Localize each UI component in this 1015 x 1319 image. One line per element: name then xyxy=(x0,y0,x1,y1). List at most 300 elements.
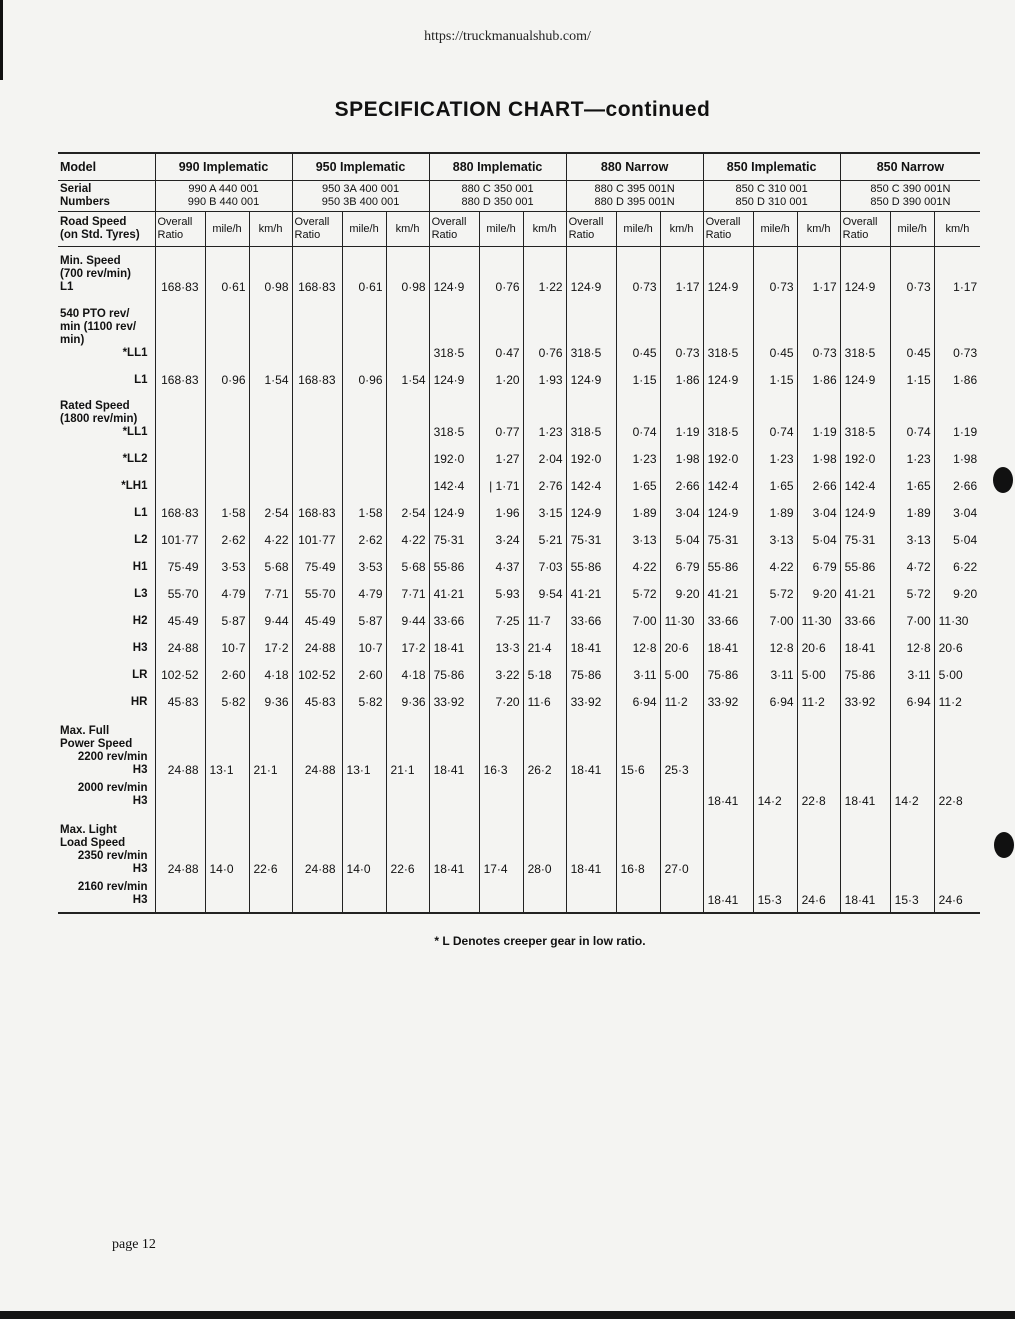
table-cell: 14·2 xyxy=(890,782,934,813)
table-row xyxy=(58,782,980,813)
table-cell xyxy=(386,444,429,471)
table-cell: 3·11 xyxy=(753,660,797,687)
table-cell: 22·6 xyxy=(249,813,292,881)
table-row xyxy=(58,525,980,552)
table-cell: 22·8 xyxy=(934,782,980,813)
table-cell: 28·0 xyxy=(523,813,566,881)
table-cell: 26·2 xyxy=(523,714,566,782)
table-cell: 0·74 xyxy=(753,392,797,444)
table-cell: 5·18 xyxy=(523,660,566,687)
table-cell: 6·94 xyxy=(753,687,797,714)
table-cell: 1·19 xyxy=(660,392,703,444)
table-cell: 75·49 xyxy=(155,552,205,579)
table-cell: 15·6 xyxy=(616,714,660,782)
table-cell: 4·79 xyxy=(205,579,249,606)
binder-hole-upper xyxy=(993,467,1013,493)
table-cell: 3·53 xyxy=(342,552,386,579)
table-cell: 1·58 xyxy=(342,498,386,525)
table-cell: 7·25 xyxy=(479,606,523,633)
table-cell: 1·23 xyxy=(523,392,566,444)
table-cell xyxy=(840,714,890,782)
table-cell: 2·66 xyxy=(797,471,840,498)
kmh-header: km/h xyxy=(934,212,980,247)
table-cell xyxy=(703,714,753,782)
table-cell: 18·41 xyxy=(840,881,890,913)
table-cell: 7·20 xyxy=(479,687,523,714)
table-cell: 124·9 xyxy=(429,247,479,299)
row-label: L1 xyxy=(134,373,148,386)
table-cell: 1·15 xyxy=(753,365,797,392)
table-cell: 124·9 xyxy=(429,498,479,525)
table-cell: 0·61 xyxy=(342,247,386,299)
table-cell: 5·87 xyxy=(205,606,249,633)
table-cell: 5·93 xyxy=(479,579,523,606)
table-cell: 5·04 xyxy=(934,525,980,552)
table-cell xyxy=(155,782,205,813)
table-cell: 14·2 xyxy=(753,782,797,813)
table-cell xyxy=(934,714,980,782)
table-cell xyxy=(249,444,292,471)
serial-850-narrow: 850 C 390 001N 850 D 390 001N xyxy=(840,181,980,212)
table-cell: 318·5 xyxy=(840,392,890,444)
table-cell: 33·92 xyxy=(703,687,753,714)
road-speed-label: Road Speed (on Std. Tyres) xyxy=(58,212,155,247)
table-cell: 142·4 xyxy=(429,471,479,498)
table-cell: 18·41 xyxy=(566,714,616,782)
table-row xyxy=(58,606,980,633)
row-label: H3 xyxy=(132,641,148,654)
table-cell: 3·13 xyxy=(616,525,660,552)
table-cell: 33·92 xyxy=(566,687,616,714)
table-cell: 55·70 xyxy=(155,579,205,606)
table-row xyxy=(58,471,980,498)
road-speed-header-row xyxy=(58,212,980,247)
table-cell xyxy=(249,881,292,913)
table-cell: 18·41 xyxy=(429,633,479,660)
table-cell: 13·1 xyxy=(205,714,249,782)
model-850-narrow: 850 Narrow xyxy=(840,153,980,181)
table-cell: 0·45 xyxy=(890,299,934,365)
table-cell: 45·49 xyxy=(155,606,205,633)
table-cell: 1·17 xyxy=(660,247,703,299)
table-cell: 1·65 xyxy=(616,471,660,498)
table-cell: 3·04 xyxy=(797,498,840,525)
table-cell: 1·23 xyxy=(890,444,934,471)
table-cell: 3·04 xyxy=(934,498,980,525)
table-cell xyxy=(205,444,249,471)
table-cell xyxy=(342,782,386,813)
table-cell: 9·44 xyxy=(386,606,429,633)
table-cell: 3·24 xyxy=(479,525,523,552)
serial-880: 880 C 350 001 880 D 350 001 xyxy=(429,181,566,212)
table-cell: 9·36 xyxy=(386,687,429,714)
page-edge-bottom xyxy=(0,1311,1015,1319)
table-cell xyxy=(386,782,429,813)
table-cell: 3·11 xyxy=(890,660,934,687)
model-header-row xyxy=(58,153,980,181)
table-cell: 7·03 xyxy=(523,552,566,579)
table-cell: 11·2 xyxy=(934,687,980,714)
table-cell: 192·0 xyxy=(429,444,479,471)
table-cell: 2·66 xyxy=(660,471,703,498)
table-cell xyxy=(797,714,840,782)
table-cell: 1·65 xyxy=(890,471,934,498)
table-cell: 1·19 xyxy=(934,392,980,444)
table-cell: 1·98 xyxy=(934,444,980,471)
row-label: L1 xyxy=(134,506,148,519)
table-cell xyxy=(386,471,429,498)
kmh-header: km/h xyxy=(386,212,429,247)
table-cell: 168·83 xyxy=(292,365,342,392)
table-cell: 41·21 xyxy=(566,579,616,606)
table-cell xyxy=(342,392,386,444)
kmh-header: km/h xyxy=(660,212,703,247)
table-row xyxy=(58,365,980,392)
table-cell xyxy=(155,392,205,444)
table-row xyxy=(58,552,980,579)
table-cell: 55·70 xyxy=(292,579,342,606)
table-cell xyxy=(205,299,249,365)
table-cell: 124·9 xyxy=(566,365,616,392)
table-cell: 4·79 xyxy=(342,579,386,606)
table-cell: 24·88 xyxy=(155,813,205,881)
table-cell: 3·53 xyxy=(205,552,249,579)
table-cell xyxy=(616,881,660,913)
table-cell: 4·18 xyxy=(386,660,429,687)
table-cell: 20·6 xyxy=(660,633,703,660)
table-cell xyxy=(292,299,342,365)
table-cell: 9·36 xyxy=(249,687,292,714)
table-cell: 5·72 xyxy=(890,579,934,606)
table-cell: 0·73 xyxy=(616,247,660,299)
table-cell: 318·5 xyxy=(566,392,616,444)
table-cell: 101·77 xyxy=(155,525,205,552)
table-cell: 0·96 xyxy=(342,365,386,392)
table-cell: 1·15 xyxy=(616,365,660,392)
table-cell xyxy=(342,299,386,365)
table-cell xyxy=(155,471,205,498)
table-cell xyxy=(292,444,342,471)
table-cell: 45·83 xyxy=(292,687,342,714)
table-cell: 21·4 xyxy=(523,633,566,660)
table-cell: 1·98 xyxy=(797,444,840,471)
kmh-header: km/h xyxy=(523,212,566,247)
table-row xyxy=(58,299,980,365)
table-cell: 75·86 xyxy=(429,660,479,687)
table-cell: 2·54 xyxy=(386,498,429,525)
table-cell: 22·8 xyxy=(797,782,840,813)
table-cell: 55·86 xyxy=(703,552,753,579)
table-cell xyxy=(249,782,292,813)
table-cell: 2·76 xyxy=(523,471,566,498)
table-cell: 75·31 xyxy=(429,525,479,552)
table-cell: 45·83 xyxy=(155,687,205,714)
table-cell: 11·30 xyxy=(797,606,840,633)
table-cell: 24·6 xyxy=(797,881,840,913)
table-cell: 11·7 xyxy=(523,606,566,633)
table-cell: 3·15 xyxy=(523,498,566,525)
table-cell: 25·3 xyxy=(660,714,703,782)
table-cell: 24·88 xyxy=(292,813,342,881)
table-cell: 41·21 xyxy=(429,579,479,606)
row-label: Min. Speed (700 rev/min) L1 xyxy=(60,254,131,293)
table-cell: 18·41 xyxy=(703,633,753,660)
table-cell: 18·41 xyxy=(566,813,616,881)
table-row xyxy=(58,881,980,913)
table-cell: 0·47 xyxy=(479,299,523,365)
table-cell: 6·79 xyxy=(797,552,840,579)
table-cell: 5·68 xyxy=(249,552,292,579)
table-cell: 0·76 xyxy=(479,247,523,299)
table-cell: 75·86 xyxy=(703,660,753,687)
table-cell: 124·9 xyxy=(840,498,890,525)
table-cell: 17·4 xyxy=(479,813,523,881)
table-cell: 13·1 xyxy=(342,714,386,782)
model-950-implematic: 950 Implematic xyxy=(292,153,429,181)
table-cell: 0·77 xyxy=(479,392,523,444)
mileh-header: mile/h xyxy=(890,212,934,247)
table-cell: 24·6 xyxy=(934,881,980,913)
table-cell: 24·88 xyxy=(155,633,205,660)
table-cell: 75·31 xyxy=(703,525,753,552)
table-cell: 5·04 xyxy=(660,525,703,552)
table-row xyxy=(58,714,980,782)
table-cell: 124·9 xyxy=(566,498,616,525)
table-cell xyxy=(479,881,523,913)
table-row xyxy=(58,813,980,881)
table-cell: 45·49 xyxy=(292,606,342,633)
table-cell: 5·82 xyxy=(342,687,386,714)
table-cell: 102·52 xyxy=(155,660,205,687)
table-cell: 17·2 xyxy=(386,633,429,660)
row-label: L3 xyxy=(134,587,148,600)
table-cell: 4·37 xyxy=(479,552,523,579)
table-cell: 33·92 xyxy=(840,687,890,714)
row-label: 2000 rev/min H3 xyxy=(77,781,148,807)
table-cell: 168·83 xyxy=(292,247,342,299)
binder-hole-lower xyxy=(994,832,1014,858)
table-cell: 6·94 xyxy=(890,687,934,714)
table-cell: 2·66 xyxy=(934,471,980,498)
overall-ratio-header: Overall Ratio xyxy=(703,212,753,247)
table-cell xyxy=(753,714,797,782)
table-cell: 18·41 xyxy=(840,633,890,660)
table-cell: 142·4 xyxy=(566,471,616,498)
table-cell: 124·9 xyxy=(703,365,753,392)
table-row xyxy=(58,633,980,660)
row-label: H2 xyxy=(132,614,148,627)
row-label: Max. Light Load Speed 2350 rev/min H3 xyxy=(60,823,148,875)
table-cell: 0·98 xyxy=(386,247,429,299)
table-cell xyxy=(890,813,934,881)
table-cell: 10·7 xyxy=(205,633,249,660)
table-cell xyxy=(342,471,386,498)
table-cell xyxy=(155,444,205,471)
table-cell: 318·5 xyxy=(703,299,753,365)
table-cell xyxy=(155,299,205,365)
table-cell: 1·89 xyxy=(616,498,660,525)
table-cell: 11·6 xyxy=(523,687,566,714)
table-cell: 1·19 xyxy=(797,392,840,444)
table-cell: 16·3 xyxy=(479,714,523,782)
table-cell: 9·20 xyxy=(797,579,840,606)
table-row xyxy=(58,444,980,471)
table-cell: 5·04 xyxy=(797,525,840,552)
row-label: Max. Full Power Speed 2200 rev/min H3 xyxy=(60,724,148,776)
table-cell: 7·00 xyxy=(616,606,660,633)
mileh-header: mile/h xyxy=(205,212,249,247)
kmh-header: km/h xyxy=(797,212,840,247)
mileh-header: mile/h xyxy=(616,212,660,247)
table-cell xyxy=(660,782,703,813)
table-cell: 0·74 xyxy=(890,392,934,444)
table-cell: 1·86 xyxy=(797,365,840,392)
table-cell xyxy=(660,881,703,913)
table-cell xyxy=(479,782,523,813)
table-cell: 1·89 xyxy=(753,498,797,525)
table-cell: 4·22 xyxy=(753,552,797,579)
table-cell: 7·71 xyxy=(249,579,292,606)
table-cell: 11·30 xyxy=(660,606,703,633)
table-cell: 1·65 xyxy=(753,471,797,498)
table-cell: 18·41 xyxy=(703,881,753,913)
table-cell xyxy=(342,881,386,913)
table-cell: 5·00 xyxy=(934,660,980,687)
overall-ratio-header: Overall Ratio xyxy=(155,212,205,247)
table-cell: 6·79 xyxy=(660,552,703,579)
table-cell: 168·83 xyxy=(155,365,205,392)
table-cell: 1·22 xyxy=(523,247,566,299)
table-cell: 124·9 xyxy=(703,247,753,299)
table-cell: 4·18 xyxy=(249,660,292,687)
table-cell: 124·9 xyxy=(840,365,890,392)
row-label: HR xyxy=(130,695,148,708)
table-cell xyxy=(566,881,616,913)
table-cell: 21·1 xyxy=(249,714,292,782)
table-cell: 1·86 xyxy=(934,365,980,392)
table-cell xyxy=(386,392,429,444)
serial-880-narrow: 880 C 395 001N 880 D 395 001N xyxy=(566,181,703,212)
row-label: *LL2 xyxy=(122,452,148,465)
table-cell: 6·22 xyxy=(934,552,980,579)
row-label: H1 xyxy=(132,560,148,573)
table-cell xyxy=(292,392,342,444)
table-cell: 1·96 xyxy=(479,498,523,525)
table-cell xyxy=(155,881,205,913)
table-cell: 21·1 xyxy=(386,714,429,782)
table-cell: 11·30 xyxy=(934,606,980,633)
table-cell xyxy=(292,471,342,498)
table-row xyxy=(58,660,980,687)
table-cell xyxy=(797,813,840,881)
row-label: *LH1 xyxy=(121,479,148,492)
table-cell: 3·22 xyxy=(479,660,523,687)
table-cell xyxy=(523,881,566,913)
table-cell: 5·00 xyxy=(797,660,840,687)
table-cell: 0·73 xyxy=(660,299,703,365)
table-cell: 13·3 xyxy=(479,633,523,660)
overall-ratio-header: Overall Ratio xyxy=(292,212,342,247)
table-cell: 3·11 xyxy=(616,660,660,687)
table-cell: 168·83 xyxy=(155,247,205,299)
table-cell: 124·9 xyxy=(840,247,890,299)
table-cell: 20·6 xyxy=(934,633,980,660)
serial-950: 950 3A 400 001 950 3B 400 001 xyxy=(292,181,429,212)
table-cell: 33·66 xyxy=(840,606,890,633)
table-cell: 14·0 xyxy=(342,813,386,881)
table-cell xyxy=(249,299,292,365)
table-cell xyxy=(429,782,479,813)
table-cell: 17·2 xyxy=(249,633,292,660)
table-cell xyxy=(566,782,616,813)
table-cell xyxy=(890,714,934,782)
table-cell: 2·60 xyxy=(342,660,386,687)
table-cell: 75·86 xyxy=(566,660,616,687)
table-cell xyxy=(205,392,249,444)
table-cell: 1·93 xyxy=(523,365,566,392)
row-label: 2160 rev/min H3 xyxy=(58,881,155,913)
table-cell: 5·68 xyxy=(386,552,429,579)
table-cell: 9·54 xyxy=(523,579,566,606)
model-990-implematic: 990 Implematic xyxy=(155,153,292,181)
table-cell xyxy=(703,813,753,881)
table-cell: 41·21 xyxy=(840,579,890,606)
table-cell: 318·5 xyxy=(429,392,479,444)
table-cell: 12·8 xyxy=(753,633,797,660)
table-cell xyxy=(205,881,249,913)
table-cell: 27·0 xyxy=(660,813,703,881)
table-cell: 1·27 xyxy=(479,444,523,471)
table-cell: 5·87 xyxy=(342,606,386,633)
table-cell xyxy=(429,881,479,913)
table-cell: 318·5 xyxy=(703,392,753,444)
table-row xyxy=(58,687,980,714)
row-label: Rated Speed (1800 rev/min) *LL1 xyxy=(60,399,148,438)
table-cell: 15·3 xyxy=(890,881,934,913)
table-cell: 1·23 xyxy=(753,444,797,471)
table-cell: 18·41 xyxy=(429,813,479,881)
model-label: Model xyxy=(58,153,155,181)
table-cell xyxy=(205,471,249,498)
table-cell: 1·86 xyxy=(660,365,703,392)
table-cell: 55·86 xyxy=(429,552,479,579)
row-label: L2 xyxy=(134,533,148,546)
row-label: 540 PTO rev/ min (1100 rev/ min) *LL1 xyxy=(60,307,148,359)
table-cell: 318·5 xyxy=(429,299,479,365)
table-cell: 22·6 xyxy=(386,813,429,881)
table-cell: 0·74 xyxy=(616,392,660,444)
table-cell: 1·54 xyxy=(249,365,292,392)
table-cell: 124·9 xyxy=(566,247,616,299)
table-cell: 1·58 xyxy=(205,498,249,525)
table-cell: 33·92 xyxy=(429,687,479,714)
table-cell: 0·98 xyxy=(249,247,292,299)
serial-850: 850 C 310 001 850 D 310 001 xyxy=(703,181,840,212)
table-cell: 2·04 xyxy=(523,444,566,471)
table-cell xyxy=(934,813,980,881)
table-cell: 7·00 xyxy=(753,606,797,633)
table-cell: 168·83 xyxy=(292,498,342,525)
mileh-header: mile/h xyxy=(479,212,523,247)
table-cell: 0·61 xyxy=(205,247,249,299)
table-cell: 5·82 xyxy=(205,687,249,714)
table-cell: 2·54 xyxy=(249,498,292,525)
table-cell: 75·49 xyxy=(292,552,342,579)
table-cell: 0·73 xyxy=(753,247,797,299)
model-850-implematic: 850 Implematic xyxy=(703,153,840,181)
table-cell: 18·41 xyxy=(840,782,890,813)
table-cell: 9·44 xyxy=(249,606,292,633)
